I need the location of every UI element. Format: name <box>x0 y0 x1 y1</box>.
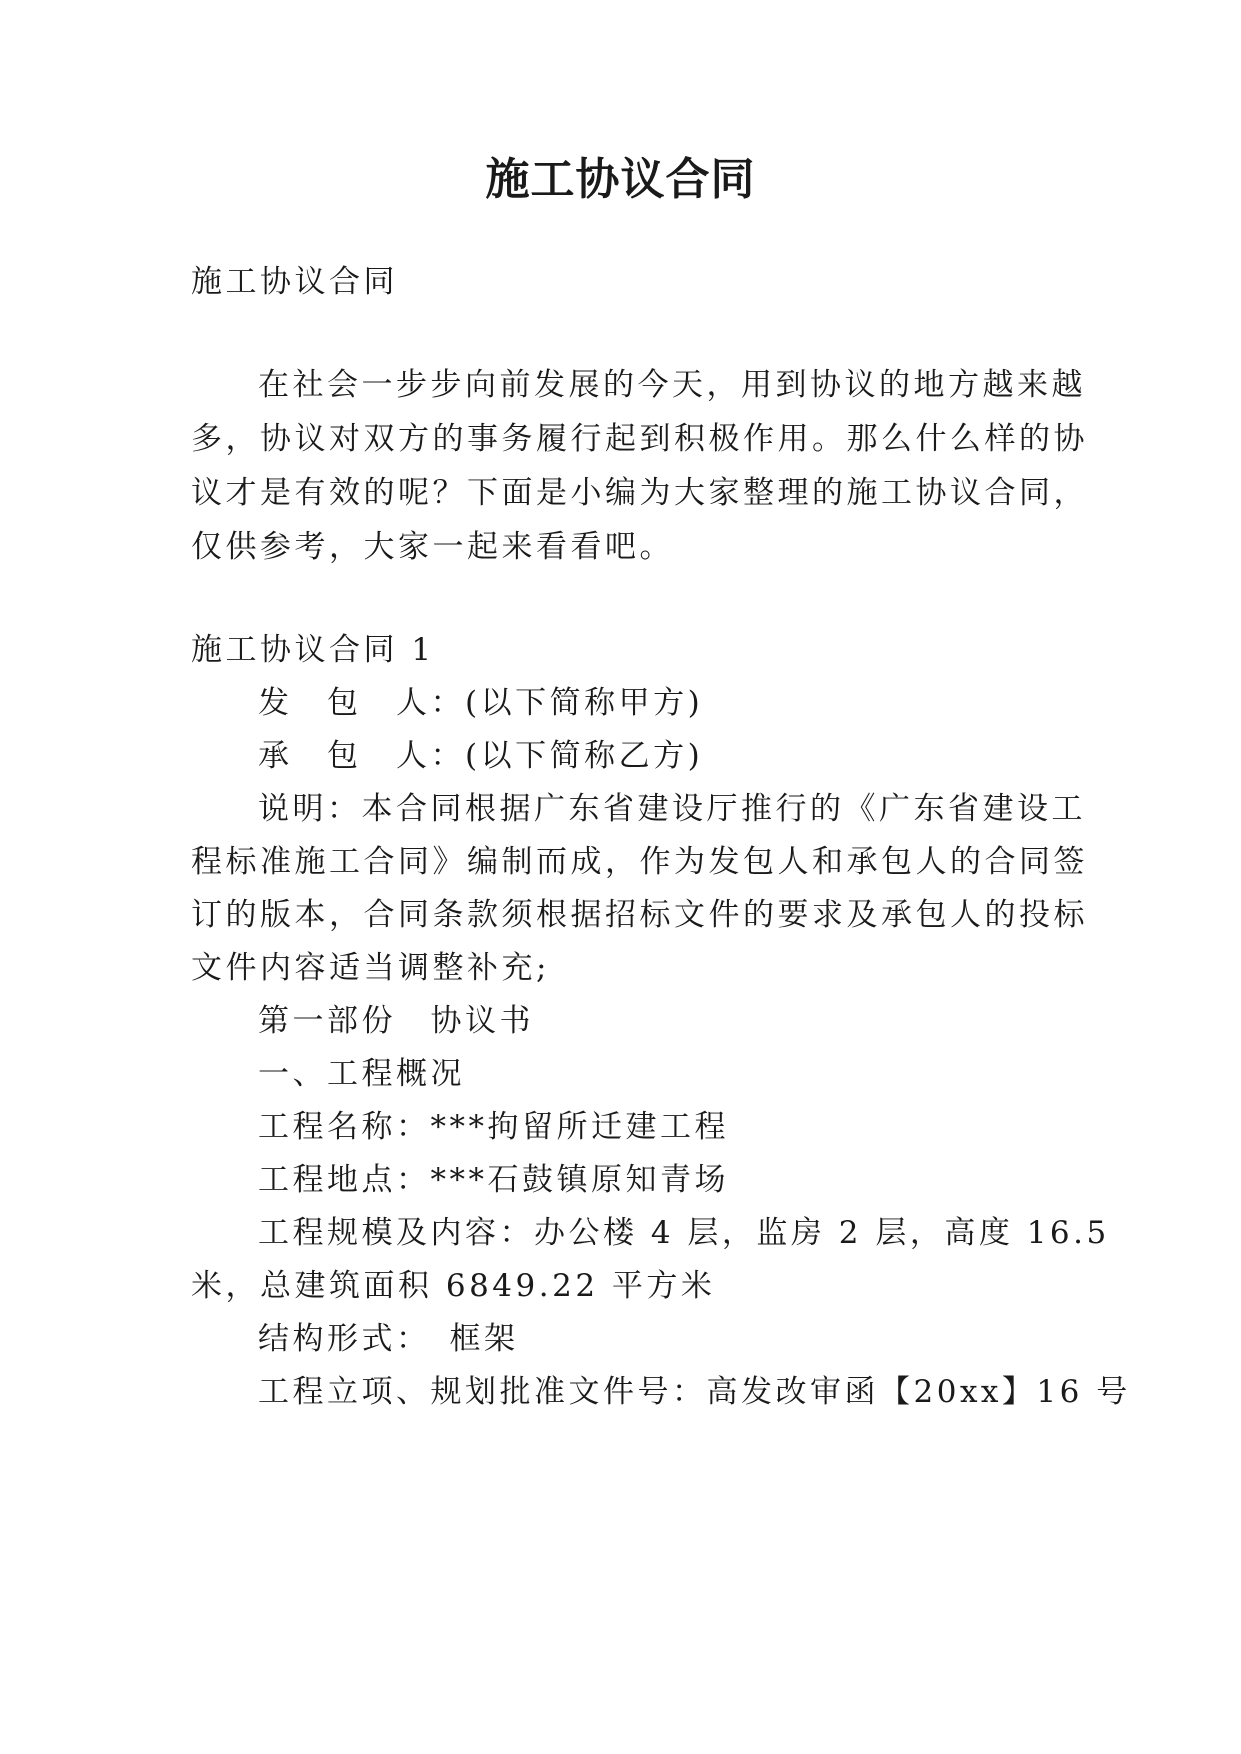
project-name-line: 工程名称：***拘留所迁建工程 <box>258 1109 729 1145</box>
note-line-3: 订的版本，合同条款须根据招标文件的要求及承包人的投标 <box>191 897 1088 933</box>
structure-form-line: 结构形式： 框架 <box>258 1321 519 1357</box>
project-scale-line-1: 工程规模及内容：办公楼 4 层，监房 2 层，高度 16.5 <box>258 1215 1110 1251</box>
party-a-line: 发 包 人：(以下简称甲方) <box>258 685 704 721</box>
party-b-line: 承 包 人：(以下简称乙方) <box>258 738 704 774</box>
intro-line-3: 议才是有效的呢？下面是小编为大家整理的施工协议合同， <box>191 475 1088 511</box>
note-line-2: 程标准施工合同》编制而成，作为发包人和承包人的合同签 <box>191 844 1088 880</box>
project-scale-line-2: 米，总建筑面积 6849.22 平方米 <box>191 1268 716 1304</box>
note-line-4: 文件内容适当调整补充; <box>191 950 550 986</box>
intro-line-4: 仅供参考，大家一起来看看吧。 <box>191 529 674 565</box>
document-subtitle: 施工协议合同 <box>191 264 398 300</box>
project-location-line: 工程地点：***石鼓镇原知青场 <box>258 1162 729 1198</box>
part-one-heading: 第一部份 协议书 <box>258 1003 534 1039</box>
intro-line-2: 多，协议对双方的事务履行起到积极作用。那么什么样的协 <box>191 421 1088 457</box>
document-title: 施工协议合同 <box>485 154 756 205</box>
item-one-heading: 一、工程概况 <box>258 1056 465 1092</box>
approval-doc-line: 工程立项、规划批准文件号：高发改审函【20xx】16 号 <box>258 1374 1131 1410</box>
note-line-1: 说明：本合同根据广东省建设厅推行的《广东省建设工 <box>258 791 1086 827</box>
intro-line-1: 在社会一步步向前发展的今天，用到协议的地方越来越 <box>258 367 1086 403</box>
section-heading: 施工协议合同 1 <box>191 632 435 668</box>
